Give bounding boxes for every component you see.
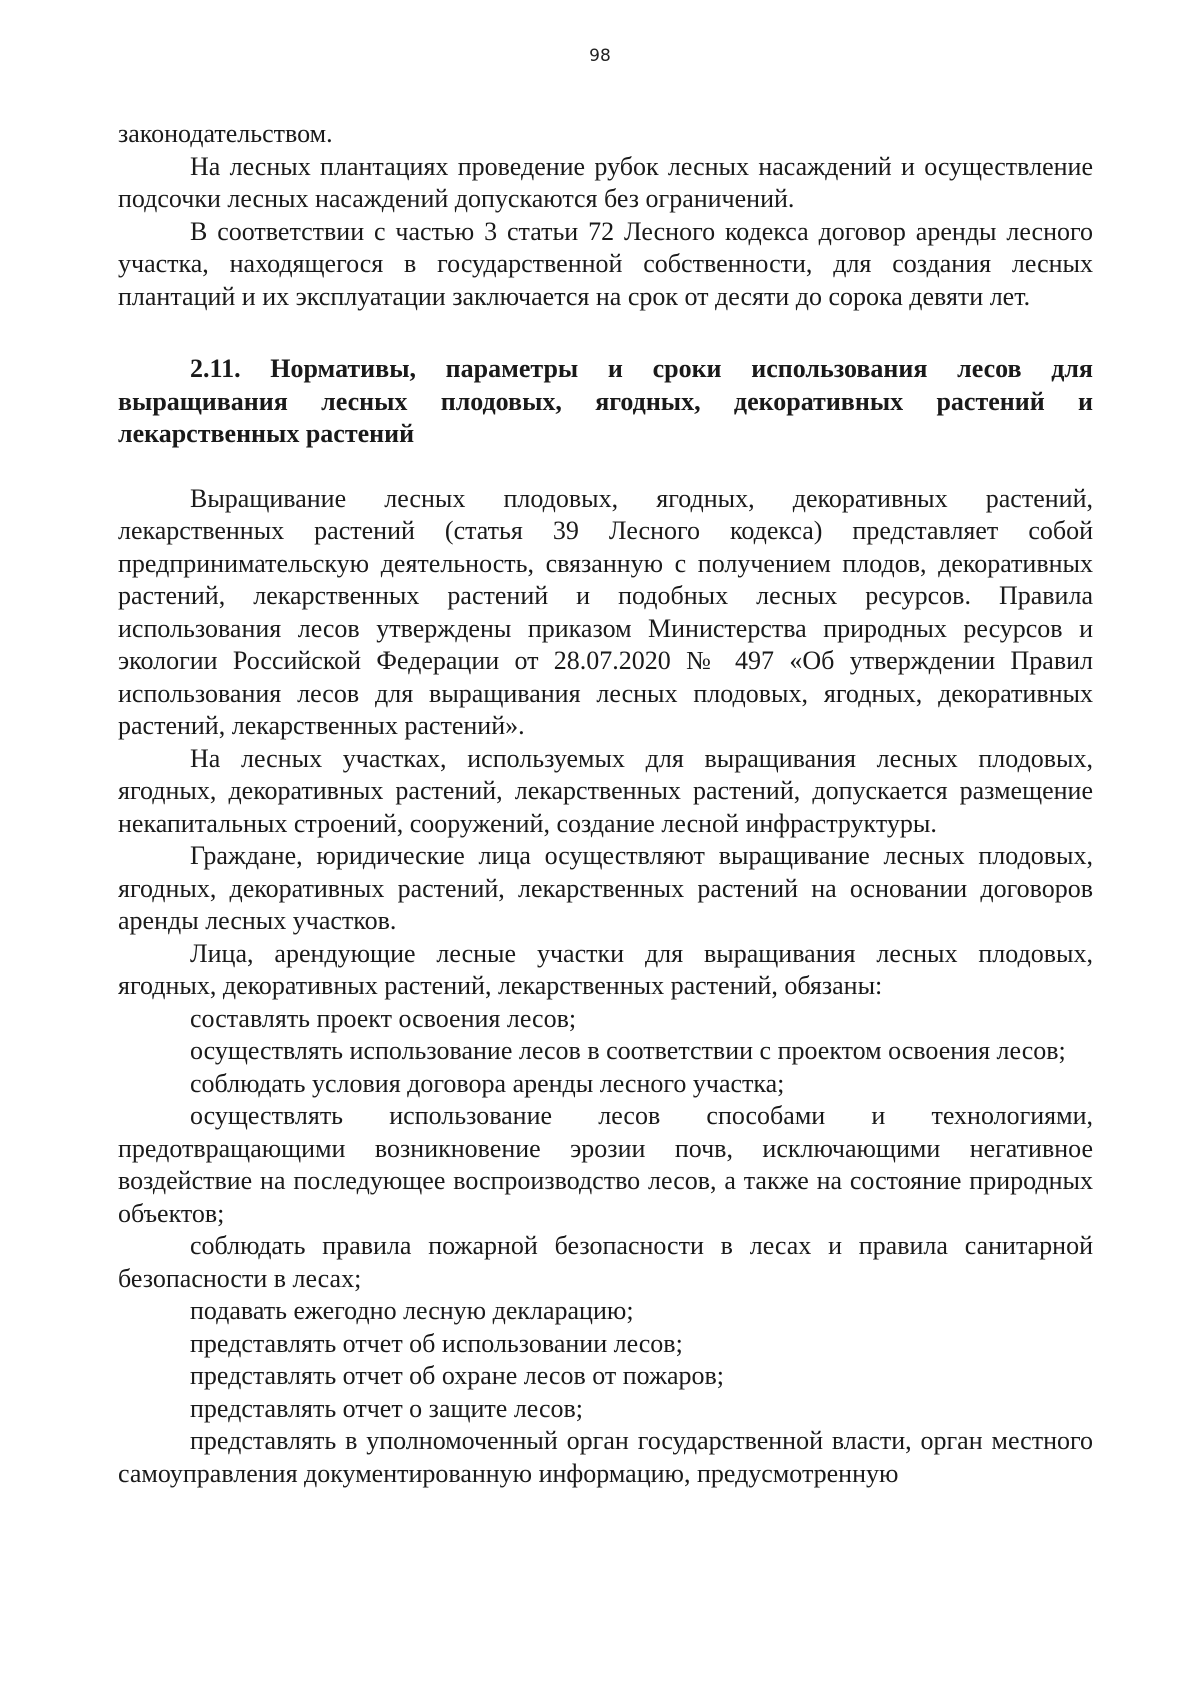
list-item: соблюдать условия договора аренды лесного участка; bbox=[190, 1068, 785, 1098]
paragraph: Граждане, юридические лица осуществляют выращивание лесных плодовых, ягодных, декоративных растений, лекарственных растений на основании договоров аренды лесных участков. bbox=[118, 841, 1093, 935]
list-item: соблюдать правила пожарной безопасности в лесах и правила санитарной безопасности в лесах; bbox=[118, 1231, 1093, 1293]
list-item: представлять отчет об использовании лесов; bbox=[190, 1328, 683, 1358]
paragraph: На лесных плантациях проведение рубок лесных насаждений и осуществление подсочки лесных насаждений допускаются без ограничений. bbox=[118, 151, 1093, 213]
list-item: составлять проект освоения лесов; bbox=[190, 1003, 577, 1033]
paragraph: законодательством. bbox=[118, 119, 333, 148]
list-item: представлять отчет об охране лесов от пожаров; bbox=[190, 1361, 725, 1390]
list-item: подавать ежегодно лесную декларацию; bbox=[190, 1296, 634, 1325]
paragraph: Выращивание лесных плодовых, ягодных, декоративных растений, лекарственных растений (статья 39 Лесного кодекса) представляет собой предпринимательскую деятельность, связанную с получением плодов, декоративных растений, лекарственных растений и подобных лесных ресурсов. Правила использования лесов утверждены приказом Министерства природных ресурсов и экологии Российской Федерации от 28.07.2020 № 497 «Об утверждении Правил использования лесов для выращивания лесных плодовых, ягодных, декоративных растений, лекарственных растений». bbox=[118, 483, 1093, 740]
list-item: осуществлять использование лесов способами и технологиями, предотвращающими возникновение эрозии почв, исключающими негативное воздействие на последующее воспроизводство лесов, а также на состояние природных объектов; bbox=[118, 1101, 1093, 1228]
document-body bbox=[118, 118, 1093, 1490]
list-item: осуществлять использование лесов в соответствии с проектом освоения лесов; bbox=[190, 1036, 1066, 1065]
list-item: представлять отчет о защите лесов; bbox=[190, 1393, 584, 1423]
paragraph: Лица, арендующие лесные участки для выращивания лесных плодовых, ягодных, декоративных растений, лекарственных растений, обязаны: bbox=[118, 938, 1093, 1000]
page-number: 98 bbox=[589, 46, 611, 66]
paragraph: На лесных участках, используемых для выращивания лесных плодовых, ягодных, декоративных растений, лекарственных растений, допускается размещение некапитальных строений, сооружений, создание лесной инфраструктуры. bbox=[118, 743, 1093, 838]
list-item: представлять в уполномоченный орган государственной власти, орган местного самоуправления документированную информацию, предусмотренную bbox=[118, 1426, 1093, 1488]
section-heading: 2.11. Нормативы, параметры и сроки использования лесов для выращивания лесных плодовых, ягодных, декоративных растений и лекарственных растений bbox=[118, 354, 1093, 448]
paragraph: В соответствии с частью 3 статьи 72 Лесного кодекса договор аренды лесного участка, находящегося в государственной собственности, для создания лесных плантаций и их эксплуатации заключается на срок от десяти до сорока девяти лет. bbox=[118, 216, 1093, 311]
